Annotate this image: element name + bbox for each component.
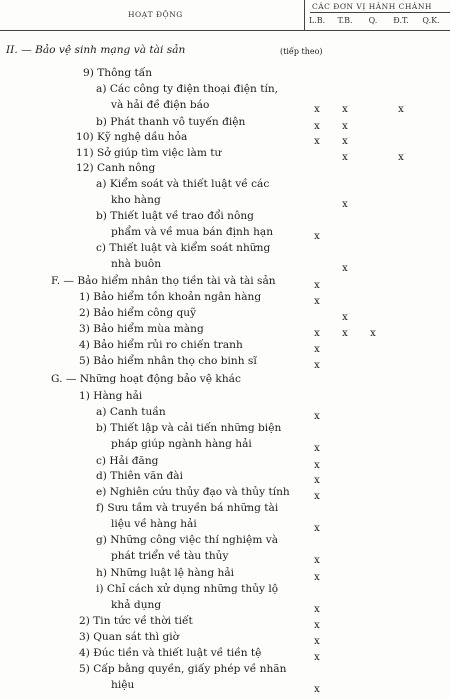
table-row	[0, 354, 450, 369]
cell-mark: x	[398, 104, 404, 115]
row-label: i) Chỉ cách xử dụng những thủy lộ	[96, 583, 279, 595]
row-label: hiệu	[111, 679, 135, 691]
table-row	[0, 209, 450, 224]
cell-mark: x	[314, 572, 320, 583]
cell-mark: x	[314, 231, 320, 242]
row-label: d) Thiên văn đài	[96, 470, 183, 482]
cell-mark: x	[314, 136, 320, 147]
row-label: nhà buôn	[111, 258, 162, 270]
row-label: g) Những công việc thí nghiệm và	[96, 534, 279, 546]
cell-mark: x	[314, 652, 320, 663]
cell-mark: x	[314, 411, 320, 422]
row-label: c) Thiết luật và kiểm soát những	[96, 242, 271, 254]
table-row	[0, 662, 450, 677]
column-lb: L.B.	[308, 16, 326, 25]
row-label: pháp giúp ngành hàng hải	[111, 438, 252, 450]
table-row	[0, 130, 450, 145]
table-row	[0, 549, 450, 564]
header-group-rule	[310, 12, 450, 13]
cell-mark: x	[342, 136, 348, 147]
table-row	[0, 678, 450, 693]
table-row	[0, 405, 450, 420]
cell-mark: x	[314, 328, 320, 339]
row-label: e) Nghiên cứu thủy đạo và thủy tính	[96, 486, 290, 498]
cell-mark: x	[314, 443, 320, 454]
table-row	[0, 389, 450, 404]
row-suffix: (tiếp theo)	[280, 47, 323, 56]
table-row	[0, 161, 450, 176]
row-label: 10) Kỹ nghệ dầu hỏa	[76, 131, 188, 143]
row-label: a) Các công ty điện thoại điện tín,	[96, 83, 279, 95]
cell-mark: x	[314, 121, 320, 132]
row-label: khả dụng	[111, 599, 162, 611]
row-label: b) Phát thanh vô tuyến điện	[96, 116, 246, 128]
cell-mark: x	[314, 555, 320, 566]
row-label: 1) Bảo hiểm tồn khoản ngân hàng	[79, 291, 262, 303]
column-tb: T.B.	[337, 16, 353, 25]
cell-mark: x	[314, 636, 320, 647]
row-label: 5) Cấp bằng quyền, giấy phép về nhãn	[79, 663, 287, 675]
row-label: 5) Bảo hiểm nhân thọ cho binh sĩ	[79, 355, 257, 367]
row-label: c) Hải đăng	[96, 455, 159, 467]
row-label: 3) Quan sát thì giờ	[79, 631, 180, 643]
cell-mark: x	[342, 328, 348, 339]
table-row	[0, 225, 450, 240]
table-row	[0, 193, 450, 208]
table-row	[0, 421, 450, 436]
table-row	[0, 306, 450, 321]
table-row	[0, 257, 450, 272]
row-label: kho hàng	[111, 194, 161, 206]
column-dt: Đ.T.	[393, 16, 409, 25]
column-qk: Q.K.	[422, 16, 440, 25]
table-row	[0, 517, 450, 532]
table-row	[0, 646, 450, 661]
table-row	[0, 274, 450, 289]
cell-mark: x	[342, 263, 348, 274]
table-row	[0, 177, 450, 192]
table-row	[0, 598, 450, 613]
row-label: và hải đề điện báo	[111, 99, 210, 111]
row-label: 1) Hàng hải	[79, 390, 143, 402]
table-row	[0, 146, 450, 161]
table-row	[0, 338, 450, 353]
cell-mark: x	[314, 360, 320, 371]
row-label: 2) Tin tức về thời tiết	[79, 615, 193, 627]
row-label: 2) Bảo hiểm công quỹ	[79, 307, 197, 319]
row-label: 3) Bảo hiểm mùa màng	[79, 323, 204, 335]
row-label: phẩm và về mua bán định hạn	[111, 226, 274, 238]
row-label: F. — Bảo hiểm nhân thọ tiền tài và tài sản	[51, 275, 276, 287]
cell-mark: x	[342, 199, 348, 210]
cell-mark: x	[342, 121, 348, 132]
cell-mark: x	[314, 104, 320, 115]
table-row	[0, 630, 450, 645]
cell-mark: x	[314, 523, 320, 534]
row-label: 9) Thông tấn	[83, 67, 153, 79]
cell-mark: x	[314, 475, 320, 486]
cell-mark: x	[314, 344, 320, 355]
table-row	[0, 469, 450, 484]
cell-mark: x	[314, 296, 320, 307]
table-row	[0, 82, 450, 97]
table-row	[0, 614, 450, 629]
row-label: liệu về hàng hải	[111, 518, 197, 530]
cell-mark: x	[342, 312, 348, 323]
row-label: a) Canh tuần	[96, 406, 166, 418]
row-label: b) Thiết lập và cải tiến những biện	[96, 422, 282, 434]
row-label: 11) Sở giúp tìm việc làm tư	[76, 147, 222, 159]
cell-mark: x	[314, 460, 320, 471]
header-title: HOẠT ĐỘNG	[128, 10, 183, 19]
cell-mark: x	[314, 280, 320, 291]
row-label: G. — Những hoạt động bảo vệ khác	[51, 373, 241, 385]
cell-mark: x	[314, 604, 320, 615]
header-bottom-rule	[0, 30, 450, 31]
column-q: Q.	[368, 16, 378, 25]
table-row	[0, 437, 450, 452]
row-label: h) Những luật lệ hàng hải	[96, 567, 235, 579]
row-label: 4) Bảo hiểm rủi ro chiến tranh	[79, 339, 243, 351]
table-row	[0, 454, 450, 469]
table-row	[0, 290, 450, 305]
table-row	[0, 485, 450, 500]
cell-mark: x	[398, 152, 404, 163]
row-label: 12) Canh nông	[76, 162, 156, 174]
table-row	[0, 66, 450, 81]
table-row	[0, 322, 450, 337]
cell-mark: x	[342, 152, 348, 163]
table-row	[0, 241, 450, 256]
cell-mark: x	[314, 491, 320, 502]
header-group-label: CÁC ĐƠN VỊ HÀNH CHÁNH	[312, 2, 432, 11]
row-label: a) Kiểm soát và thiết luật về các	[96, 178, 270, 190]
cell-mark: x	[370, 328, 376, 339]
row-label: b) Thiết luật về trao đổi nông	[96, 210, 254, 222]
row-label: 4) Đúc tiền và thiết luật về tiền tệ	[79, 647, 262, 659]
table-row	[0, 582, 450, 597]
row-label: f) Sưu tầm và truyền bá những tài	[96, 502, 279, 514]
table-row	[0, 501, 450, 516]
table-row	[0, 115, 450, 130]
table-row	[0, 43, 450, 58]
cell-mark: x	[342, 104, 348, 115]
row-label: phát triển về tàu thủy	[111, 550, 229, 562]
table-row	[0, 533, 450, 548]
cell-mark: x	[314, 620, 320, 631]
header-divider	[304, 0, 305, 30]
row-label: II. — Bảo vệ sinh mạng và tài sản	[6, 44, 186, 56]
table-row	[0, 98, 450, 113]
table-row	[0, 566, 450, 581]
table-row	[0, 372, 450, 387]
cell-mark: x	[314, 684, 320, 695]
